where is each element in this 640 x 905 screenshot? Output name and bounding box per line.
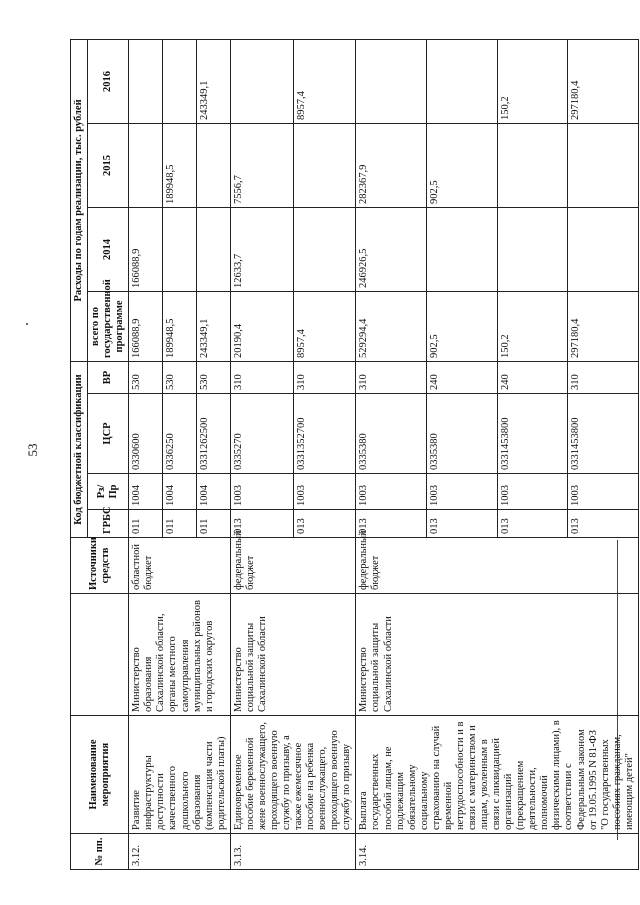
cell-y2014: [163, 207, 197, 291]
cell-num: 3.12.: [129, 834, 231, 870]
cell-rzpr: 1004: [129, 474, 163, 510]
cell-rzpr: 1003: [356, 474, 427, 510]
cell-vr: 530: [163, 361, 197, 393]
col-source: Источники средств: [71, 538, 129, 594]
page-number: 53: [25, 443, 40, 457]
cell-total: 529294,4: [356, 291, 427, 361]
cell-csr: 0335380: [426, 394, 497, 474]
header-row-1: [71, 39, 88, 869]
col-budget-group: Код бюджетной классификации: [71, 361, 88, 537]
cell-grbs: 013: [230, 510, 293, 538]
col-2015: 2015: [88, 123, 129, 207]
cell-vr: 240: [497, 361, 568, 393]
cell-y2014: [196, 207, 230, 291]
stray-dot: [26, 323, 28, 325]
cell-y2016: [129, 39, 163, 123]
cell-total: 20190,4: [230, 291, 293, 361]
cell-y2014: 12633,7: [230, 207, 293, 291]
col-name: Наименование мероприятия: [71, 716, 129, 834]
cell-total: 8957,4: [293, 291, 356, 361]
cell-vr: 310: [293, 361, 356, 393]
cell-y2014: [293, 207, 356, 291]
cell-y2015: [196, 123, 230, 207]
cell-total: 297180,4: [568, 291, 639, 361]
cell-y2015: [497, 123, 568, 207]
col-executor: [71, 594, 129, 716]
col-csr: ЦСР: [88, 394, 129, 474]
cell-source: областной бюджет: [129, 538, 231, 594]
cell-y2016: 297180,4: [568, 39, 639, 123]
cell-grbs: 013: [568, 510, 639, 538]
cell-grbs: 013: [293, 510, 356, 538]
cell-rzpr: 1003: [230, 474, 293, 510]
cell-y2016: [356, 39, 427, 123]
table-row: [356, 39, 427, 869]
col-total: всего по государственной программе: [88, 291, 129, 361]
cell-y2016: 8957,4: [293, 39, 356, 123]
cell-csr: 0331453800: [568, 394, 639, 474]
cell-y2015: [293, 123, 356, 207]
cell-executor: Министерство социальной защиты Сахалинской области: [230, 594, 356, 716]
cell-y2014: 246926,5: [356, 207, 427, 291]
cell-y2015: 282367,9: [356, 123, 427, 207]
cell-y2016: [426, 39, 497, 123]
cell-csr: 0330600: [129, 394, 163, 474]
cell-vr: 530: [129, 361, 163, 393]
cell-rzpr: 1003: [426, 474, 497, 510]
col-expenses-group: Расходы по годам реализации, тыс. рублей: [71, 39, 88, 361]
col-num: № пп.: [71, 834, 129, 870]
cell-rzpr: 1003: [568, 474, 639, 510]
cell-y2016: 243349,1: [196, 39, 230, 123]
cell-csr: 0331262500: [196, 394, 230, 474]
cell-grbs: 011: [129, 510, 163, 538]
col-2014: 2014: [88, 207, 129, 291]
cell-y2015: [129, 123, 163, 207]
cell-num: 3.13.: [230, 834, 356, 870]
cell-vr: 310: [568, 361, 639, 393]
cell-y2014: 166088,9: [129, 207, 163, 291]
cell-total: 166088,9: [129, 291, 163, 361]
cell-grbs: 013: [497, 510, 568, 538]
cell-rzpr: 1003: [293, 474, 356, 510]
col-rzpr: Рз/ Пр: [88, 474, 129, 510]
table-row: [129, 39, 163, 869]
cell-name: Выплата государственных пособий лицам, не подлежащим обязательному социальному страхованию на случай временной нетрудоспособности и в связи с материнством и лицам, уволенным в связи с ликвидацией организаций (прекращением деятельности, полномочий физическими лицами), в соответствии с Федеральным законом от 19.05.1995 N 81-ФЗ "О государственных пособиях гражданам, имеющим детей": [356, 716, 638, 834]
cell-csr: 0331352700: [293, 394, 356, 474]
document-rotated-area: [70, 40, 635, 870]
cell-y2015: 189948,5: [163, 123, 197, 207]
cell-y2015: 7556,7: [230, 123, 293, 207]
col-2016: 2016: [88, 39, 129, 123]
cell-y2016: [163, 39, 197, 123]
table-body: [129, 39, 639, 869]
cell-csr: 0335270: [230, 394, 293, 474]
cell-source: федеральный бюджет: [230, 538, 356, 594]
table-row: [230, 39, 293, 869]
cell-y2014: [497, 207, 568, 291]
cell-y2015: 902,5: [426, 123, 497, 207]
cell-y2014: [568, 207, 639, 291]
cell-executor: Министерство социальной защиты Сахалинской области: [356, 594, 638, 716]
cell-rzpr: 1004: [163, 474, 197, 510]
cell-total: 902,5: [426, 291, 497, 361]
cell-y2014: [426, 207, 497, 291]
cell-name: Развитие инфраструктуры доступности качественного дошкольного образования (компенсация части родительской платы): [129, 716, 231, 834]
cell-y2016: [230, 39, 293, 123]
cell-csr: 0335380: [356, 394, 427, 474]
cell-rzpr: 1003: [497, 474, 568, 510]
cell-y2016: 150,2: [497, 39, 568, 123]
cell-source: федеральный бюджет: [356, 538, 638, 594]
cell-total: 243349,1: [196, 291, 230, 361]
cell-total: 150,2: [497, 291, 568, 361]
col-vr: ВР: [88, 361, 129, 393]
cell-num: 3.14.: [356, 834, 638, 870]
cell-total: 189948,5: [163, 291, 197, 361]
cell-rzpr: 1004: [196, 474, 230, 510]
cell-grbs: 011: [163, 510, 197, 538]
cell-vr: 310: [356, 361, 427, 393]
cell-grbs: 013: [356, 510, 427, 538]
cell-grbs: 013: [426, 510, 497, 538]
cell-vr: 310: [230, 361, 293, 393]
cell-vr: 240: [426, 361, 497, 393]
cell-name: Единовременное пособие беременной жене военнослужащего, проходящего военную службу по призыву, а также ежемесячное пособие на ребенка военнослужащего, проходящего военную службу по призыву: [230, 716, 356, 834]
cell-grbs: 011: [196, 510, 230, 538]
cell-vr: 530: [196, 361, 230, 393]
cell-csr: 0331453800: [497, 394, 568, 474]
col-grbs: ГРБС: [88, 510, 129, 538]
cell-csr: 0336250: [163, 394, 197, 474]
cell-executor: Министерство образования Сахалинской области, органы местного самоуправления муниципальных районов и городских округов: [129, 594, 231, 716]
program-measures-table: [70, 39, 639, 870]
cell-y2015: [568, 123, 639, 207]
